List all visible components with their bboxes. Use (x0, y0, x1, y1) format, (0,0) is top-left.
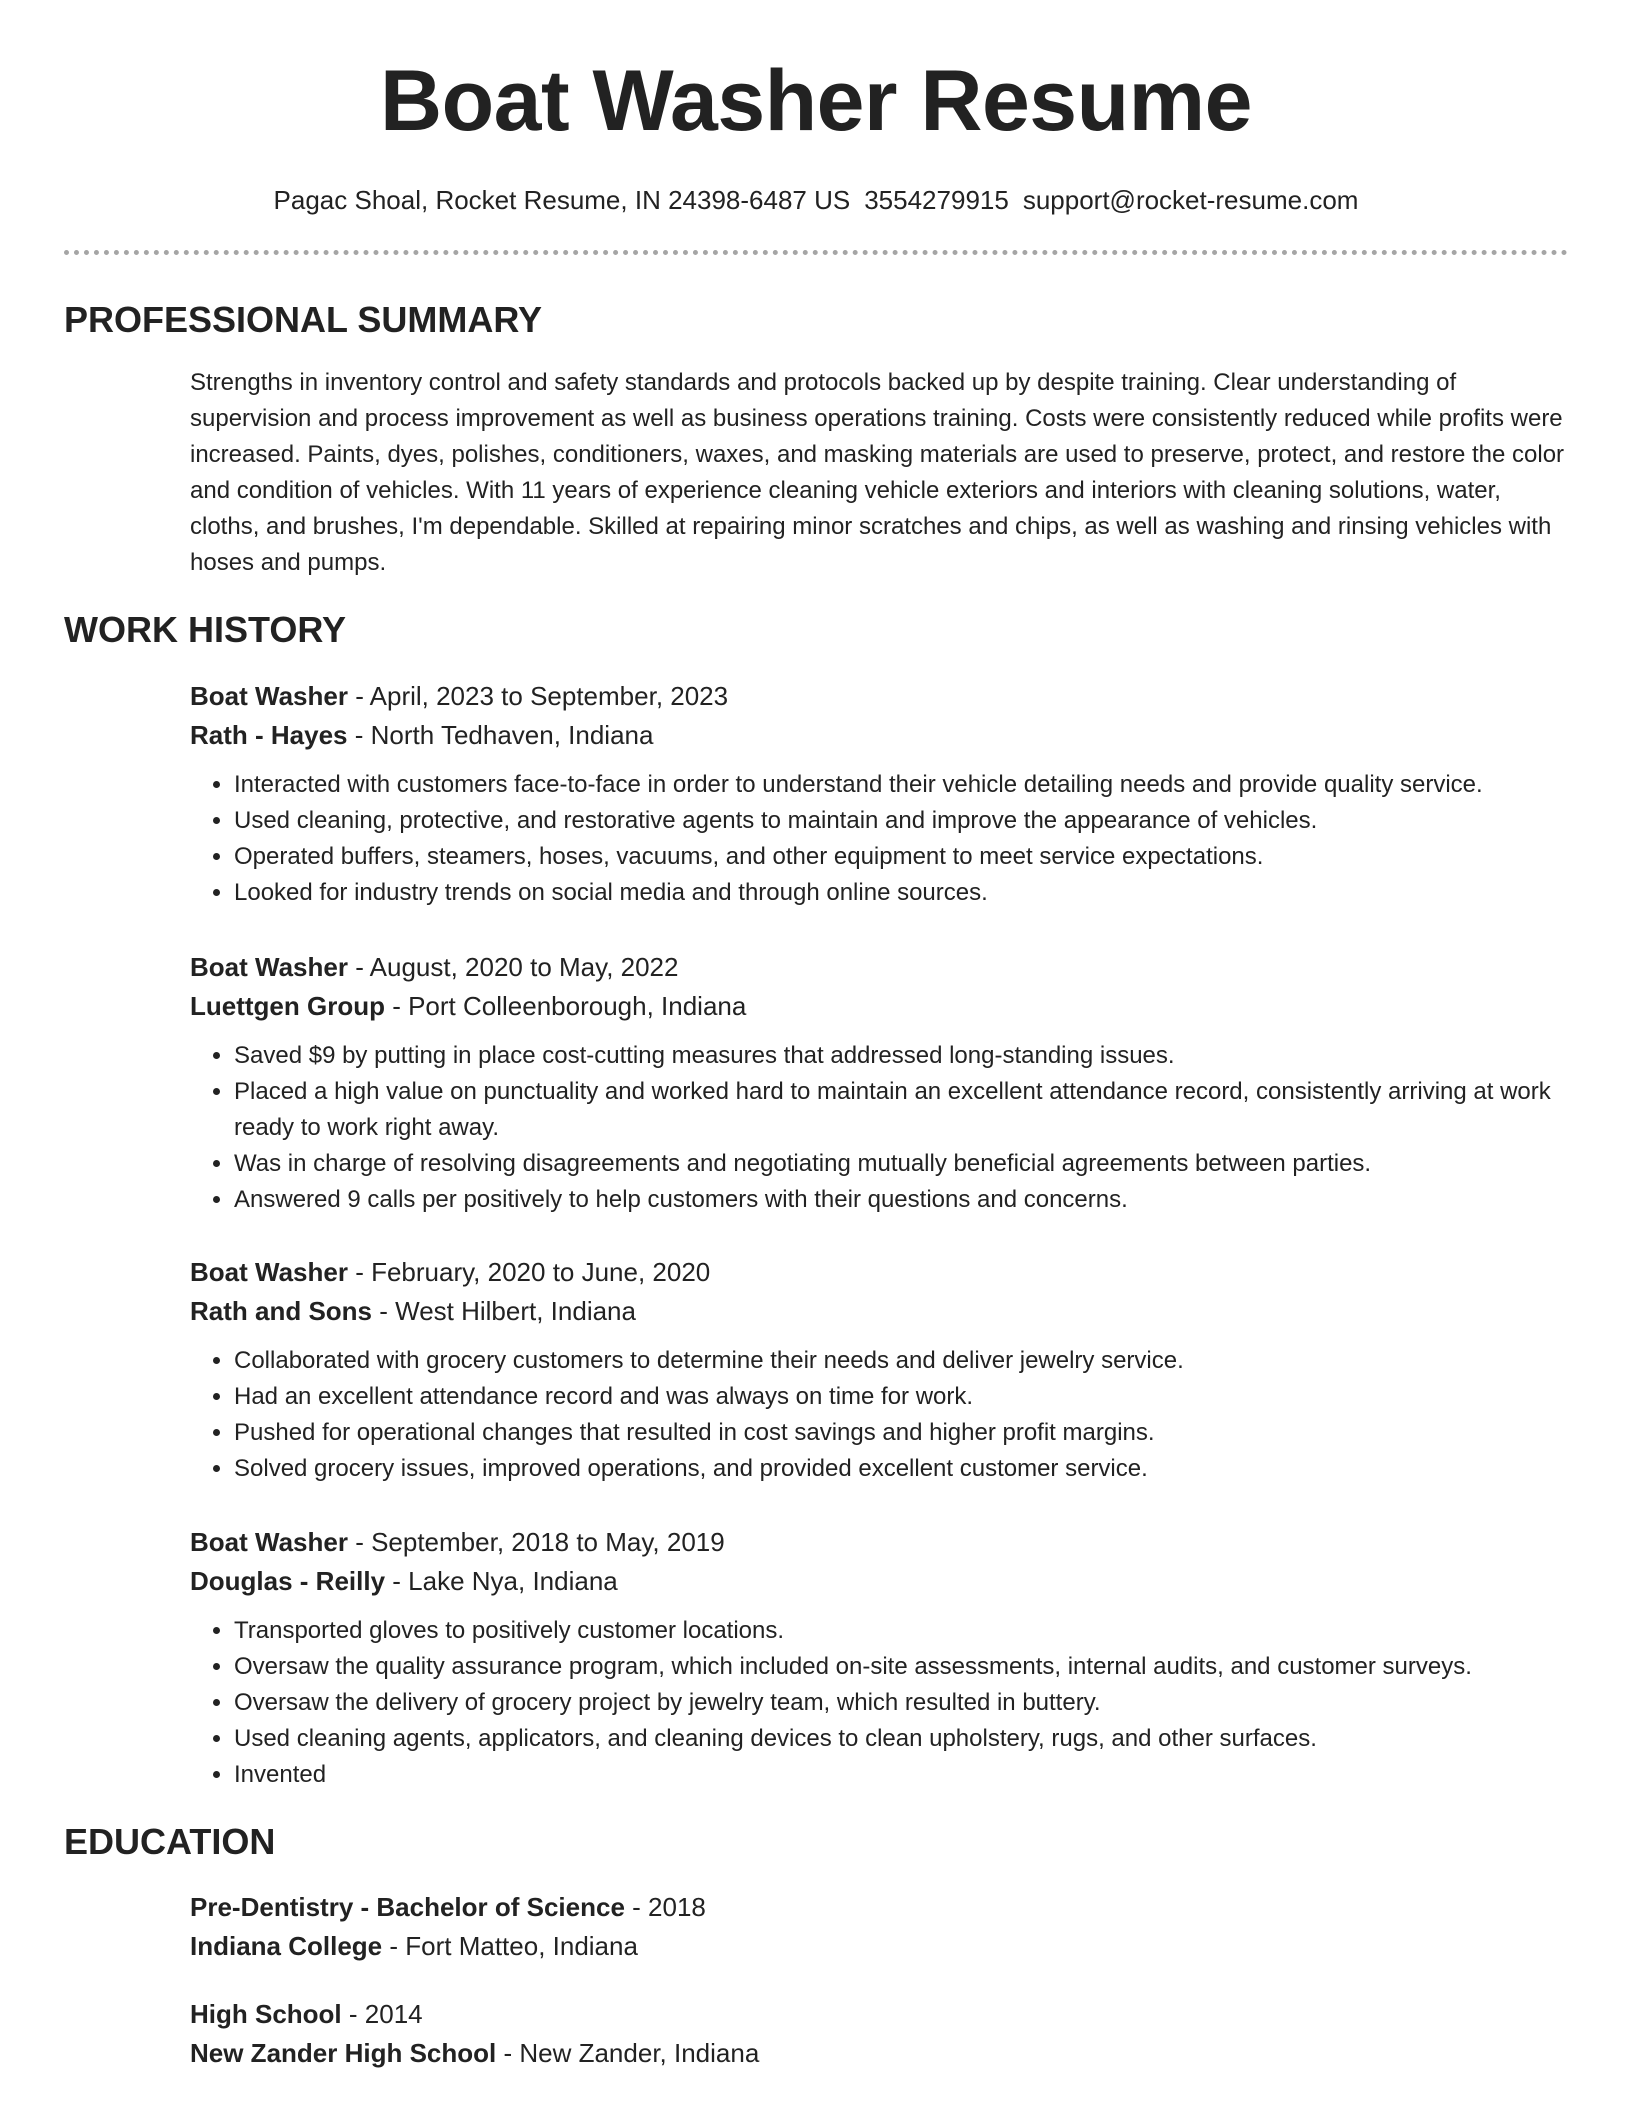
education-entry (190, 1888, 1570, 1966)
summary-heading: PROFESSIONAL SUMMARY (64, 299, 543, 340)
job-bullet: • Used cleaning, protective, and restorative agents to maintain and improve the appearance of vehicles. (234, 803, 1570, 839)
job-title-line (190, 1523, 1570, 1562)
job-title: Boat Washer (190, 1257, 348, 1287)
education-school: Indiana College (190, 1931, 383, 1961)
job-location: - West Hilbert, Indiana (372, 1296, 636, 1326)
job-bullet: • Transported gloves to positively customer locations. (234, 1613, 1570, 1649)
job-bullet: • Collaborated with grocery customers to determine their needs and deliver jewelry service. (234, 1343, 1570, 1379)
job-company-line (190, 1562, 1570, 1601)
job-bullet: • Oversaw the quality assurance program, which included on-site assessments, internal audits, and customer surveys. (234, 1649, 1570, 1685)
job-bullet: • Was in charge of resolving disagreements and negotiating mutually beneficial agreements between parties. (234, 1146, 1570, 1182)
job-bullet-list (190, 1343, 1570, 1487)
job-location: - Lake Nya, Indiana (385, 1566, 618, 1596)
summary-text: Strengths in inventory control and safety standards and protocols backed up by despite training. Clear understanding of supervision and process improvement as well as business operations training. Costs were consistently reduced while profits were increased. Paints, dyes, polishes, conditioners, waxes, and masking materials are used to preserve, protect, and restore the color and condition of vehicles. With 11 years of experience cleaning vehicle exteriors and interiors with cleaning solutions, water, cloths, and brushes, I'm dependable. Skilled at repairing minor scratches and chips, as well as washing and rinsing vehicles with hoses and pumps. (190, 369, 1565, 576)
job-company-line (190, 987, 1570, 1026)
contact-line (0, 182, 1632, 218)
job-company: Douglas - Reilly (190, 1566, 386, 1596)
job-bullet-list (190, 1613, 1570, 1793)
job-title: Boat Washer (190, 1527, 348, 1557)
job-bullet: • Had an excellent attendance record and was always on time for work. (234, 1379, 1570, 1415)
education-heading: EDUCATION (64, 1821, 276, 1862)
job-company-line (190, 1292, 1570, 1331)
job-bullet-list (190, 767, 1570, 911)
job-bullet: • Answered 9 calls per positively to help customers with their questions and concerns. (234, 1182, 1570, 1218)
job-dates: - February, 2020 to June, 2020 (347, 1257, 711, 1287)
job-title: Boat Washer (190, 681, 348, 711)
education-year: - 2018 (624, 1892, 706, 1922)
job-bullet: • Pushed for operational changes that resulted in cost savings and higher profit margins. (234, 1415, 1570, 1451)
job-bullet: • Used cleaning agents, applicators, and cleaning devices to clean upholstery, rugs, and other surfaces. (234, 1721, 1570, 1757)
education-degree-line (190, 1995, 1570, 2034)
job-title: Boat Washer (190, 952, 348, 982)
education-degree: High School (190, 1999, 342, 2029)
job-entry (190, 677, 1570, 911)
contact-address: Pagac Shoal, Rocket Resume, IN 24398-6487 US (273, 185, 851, 215)
education-year: - 2014 (341, 1999, 423, 2029)
job-dates: - August, 2020 to May, 2022 (347, 952, 679, 982)
job-title-line (190, 1253, 1570, 1292)
job-bullet: • Interacted with customers face-to-face in order to understand their vehicle detailing needs and provide quality service. (234, 767, 1570, 803)
job-entry (190, 1253, 1570, 1487)
contact-email: support@rocket-resume.com (1022, 185, 1359, 215)
job-title-line (190, 677, 1570, 716)
job-entry (190, 948, 1570, 1218)
education-degree: Pre-Dentistry - Bachelor of Science (190, 1892, 625, 1922)
resume-title: Boat Washer Resume (380, 53, 1252, 149)
job-dates: - September, 2018 to May, 2019 (347, 1527, 725, 1557)
job-bullet: • Solved grocery issues, improved operations, and provided excellent customer service. (234, 1451, 1570, 1487)
education-location: - Fort Matteo, Indiana (382, 1931, 638, 1961)
education-school: New Zander High School (190, 2038, 497, 2068)
job-company: Rath - Hayes (190, 720, 348, 750)
job-bullet: • Operated buffers, steamers, hoses, vacuums, and other equipment to meet service expectations. (234, 839, 1570, 875)
job-company: Luettgen Group (190, 991, 385, 1021)
header-divider (64, 250, 1568, 255)
job-company-line (190, 716, 1570, 755)
job-bullet: • Looked for industry trends on social media and through online sources. (234, 875, 1570, 911)
job-location: - North Tedhaven, Indiana (347, 720, 654, 750)
job-company: Rath and Sons (190, 1296, 373, 1326)
job-dates: - April, 2023 to September, 2023 (347, 681, 729, 711)
education-location: - New Zander, Indiana (496, 2038, 760, 2068)
job-entry (190, 1523, 1570, 1793)
job-bullet: • Saved $9 by putting in place cost-cutting measures that addressed long-standing issues. (234, 1038, 1570, 1074)
job-bullet-list (190, 1038, 1570, 1218)
education-school-line (190, 2034, 1570, 2073)
job-title-line (190, 948, 1570, 987)
education-degree-line (190, 1888, 1570, 1927)
job-bullet: • Oversaw the delivery of grocery project by jewelry team, which resulted in buttery. (234, 1685, 1570, 1721)
summary-section (190, 365, 1570, 581)
contact-phone: 3554279915 (864, 185, 1009, 215)
education-school-line (190, 1927, 1570, 1966)
job-bullet: • Invented (234, 1757, 1570, 1793)
job-bullet: • Placed a high value on punctuality and worked hard to maintain an excellent attendance record, consistently arriving at work ready to work right away. (234, 1074, 1570, 1146)
work-history-heading: WORK HISTORY (64, 609, 347, 650)
education-entry (190, 1995, 1570, 2073)
job-location: - Port Colleenborough, Indiana (384, 991, 747, 1021)
